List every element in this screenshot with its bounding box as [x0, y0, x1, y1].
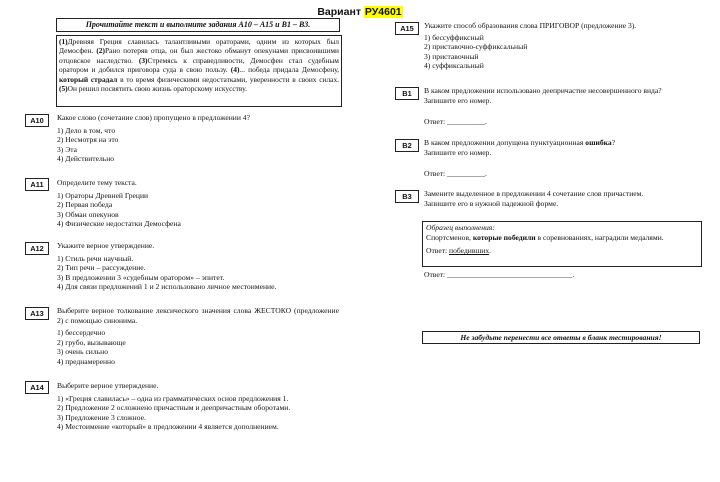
question-a14-text: Выберите верное утверждение. [57, 381, 159, 390]
question-a10-option-1[interactable]: 1) Дело в том, что [57, 125, 116, 135]
question-a13-option-3[interactable]: 3) очень сильно [57, 347, 108, 357]
question-a10-option-2[interactable]: 2) Несмотря на это [57, 135, 119, 145]
question-b1 [424, 86, 709, 105]
question-b2 [424, 138, 709, 157]
example-sentence [426, 233, 698, 243]
question-b2-label: В2 [395, 139, 419, 152]
example-title: Образец выполнения: [426, 223, 495, 232]
question-a13-option-2[interactable]: 2) грубо, вызывающе [57, 337, 126, 347]
question-b3-answer-field[interactable]: Ответ: _________________________________. [424, 270, 575, 279]
question-a13 [57, 306, 339, 367]
question-a10-label: А10 [25, 114, 49, 127]
question-a12 [57, 241, 357, 292]
question-a15-label: А15 [395, 22, 419, 35]
question-a11-option-3[interactable]: 3) Обман опекунов [57, 209, 119, 219]
question-a12-option-2[interactable]: 2) Тип речи – рассуждение. [57, 263, 146, 273]
variant-code: РУ4601 [364, 6, 402, 18]
example-answer-value: победивших [449, 246, 490, 256]
question-a14-option-3[interactable]: 3) Предложение 3 сложное. [57, 412, 146, 422]
question-a10 [57, 113, 347, 164]
question-b3-text-2: Запишите его в нужной падежной форме. [424, 198, 559, 208]
question-a14-option-4[interactable]: 4) Местоимение «который» в предложении 4 является дополнением. [57, 422, 279, 432]
sentence-4-part-1: ... победа придала Демосфену, [239, 65, 340, 75]
sentence-1-number: (1) [59, 37, 68, 46]
question-b3-text-1: Замените выделенное в предложении 4 сочетание слов причастием. [424, 189, 644, 198]
sentence-3-number: (3) [138, 55, 148, 65]
question-b2-text-1c: ? [611, 138, 616, 147]
question-a14-label: А14 [25, 381, 49, 394]
question-a15-text: Укажите способ образования слова ПРИГОВОР (предложение 3). [424, 21, 637, 30]
question-a15-option-2[interactable]: 2) приставочно-суффиксальный [424, 42, 528, 52]
example-text-highlight: которые победили [472, 232, 536, 242]
sentence-3: Стремясь к справедливости, Демосфен стал судебным оратором и добился приговора суда в свою пользу. [59, 55, 339, 75]
question-a12-option-4[interactable]: 4) Для связи предложений 1 и 2 использовано личное местоимение. [57, 282, 277, 292]
question-b2-text-1b: ошибка [585, 138, 612, 147]
example-box [422, 221, 702, 267]
question-a13-option-4[interactable]: 4) преднамеренно [57, 356, 115, 366]
question-a13-label: А13 [25, 307, 49, 320]
question-a12-option-3[interactable]: 3) В предложении 3 «судебным оратором» – эпитет. [57, 272, 225, 282]
example-answer-label: Ответ: [426, 246, 450, 256]
question-a14 [57, 381, 357, 432]
question-a11-option-2[interactable]: 2) Первая победа [57, 200, 113, 210]
example-answer [426, 246, 698, 256]
question-a15-option-3[interactable]: 3) приставочный [424, 51, 479, 61]
question-b1-answer-field[interactable]: Ответ: __________. [424, 117, 487, 126]
question-b1-text-2: Запишите его номер. [424, 95, 492, 105]
question-b2-text-1a: В каком предложении допущена пунктуационная [424, 138, 586, 147]
question-b3 [424, 189, 709, 208]
question-a13-text: Выберите верное толкование лексического значения слова ЖЕСТОКО (предложение 2) с помощью синонима. [57, 306, 339, 325]
question-b1-label: В1 [395, 87, 419, 100]
sentence-1: Древняя Греция славилась талантливыми ораторами, одним из которых был Демосфен. [59, 37, 339, 56]
example-text-c: в соревнованиях, наградили медалями. [535, 232, 664, 242]
example-text-a: Спортсменов, [426, 232, 473, 242]
question-a15 [424, 21, 709, 71]
reading-passage [56, 35, 342, 107]
question-a12-option-1[interactable]: 1) Стиль речи научный. [57, 253, 134, 263]
question-a11-option-1[interactable]: 1) Ораторы Древней Греции [57, 190, 149, 200]
question-b2-text-2: Запишите его номер. [424, 147, 492, 157]
question-a14-option-2[interactable]: 2) Предложение 2 осложнено причастным и деепричастным оборотами. [57, 403, 291, 413]
sentence-2-number: (2) [96, 46, 105, 56]
question-b3-label: В3 [395, 190, 419, 203]
question-a11-text: Определите тему текста. [57, 178, 137, 187]
question-b2-answer-field[interactable]: Ответ: __________. [424, 169, 487, 178]
question-a11-option-4[interactable]: 4) Физические недостатки Демосфена [57, 219, 181, 229]
question-a11-label: А11 [25, 178, 49, 191]
question-a14-option-1[interactable]: 1) «Греция славилась» – одна из грамматических основ предложения 1. [57, 393, 289, 403]
question-a15-option-1[interactable]: 1) бессуффиксный [424, 32, 484, 42]
sentence-2: Рано потеряв отца, он был жестоко обманут опекунами присвоившими отцовское наследство. [59, 46, 339, 65]
sentence-4-highlight: который страдал [59, 74, 118, 84]
footer-reminder: Не забудьте перенести все ответы в бланк тестирования! [422, 331, 700, 344]
question-a10-text: Какое слово (сочетание слов) пропущено в предложении 4? [57, 113, 250, 122]
question-a10-option-4[interactable]: 4) Действительно [57, 154, 115, 164]
question-a11 [57, 178, 347, 229]
question-b2-text-1 [424, 138, 709, 148]
question-a12-label: А12 [25, 242, 49, 255]
question-a15-option-4[interactable]: 4) суффиксальный [424, 61, 484, 71]
question-a10-option-3[interactable]: 3) Эта [57, 144, 78, 154]
sentence-5: Он решил посвятить свою жизнь ораторскому искусству. [67, 84, 247, 94]
variant-label: Вариант [317, 6, 361, 18]
example-answer-end: . [489, 246, 492, 256]
sentence-5-number: (5) [59, 84, 68, 94]
question-a12-text: Укажите верное утверждение. [57, 241, 155, 250]
question-b1-text-1: В каком предложении использовано деепричастие несовершенного вида? [424, 86, 662, 95]
sentence-4-part-2: в то время физическими недостатками, уверенности в своих силах. [117, 74, 339, 84]
sentence-4-number: (4) [230, 65, 240, 75]
instruction-header: Прочитайте текст и выполните задания А10 – А15 и В1 – В3. [56, 18, 340, 32]
question-a13-option-1[interactable]: 1) бессердечно [57, 328, 106, 338]
